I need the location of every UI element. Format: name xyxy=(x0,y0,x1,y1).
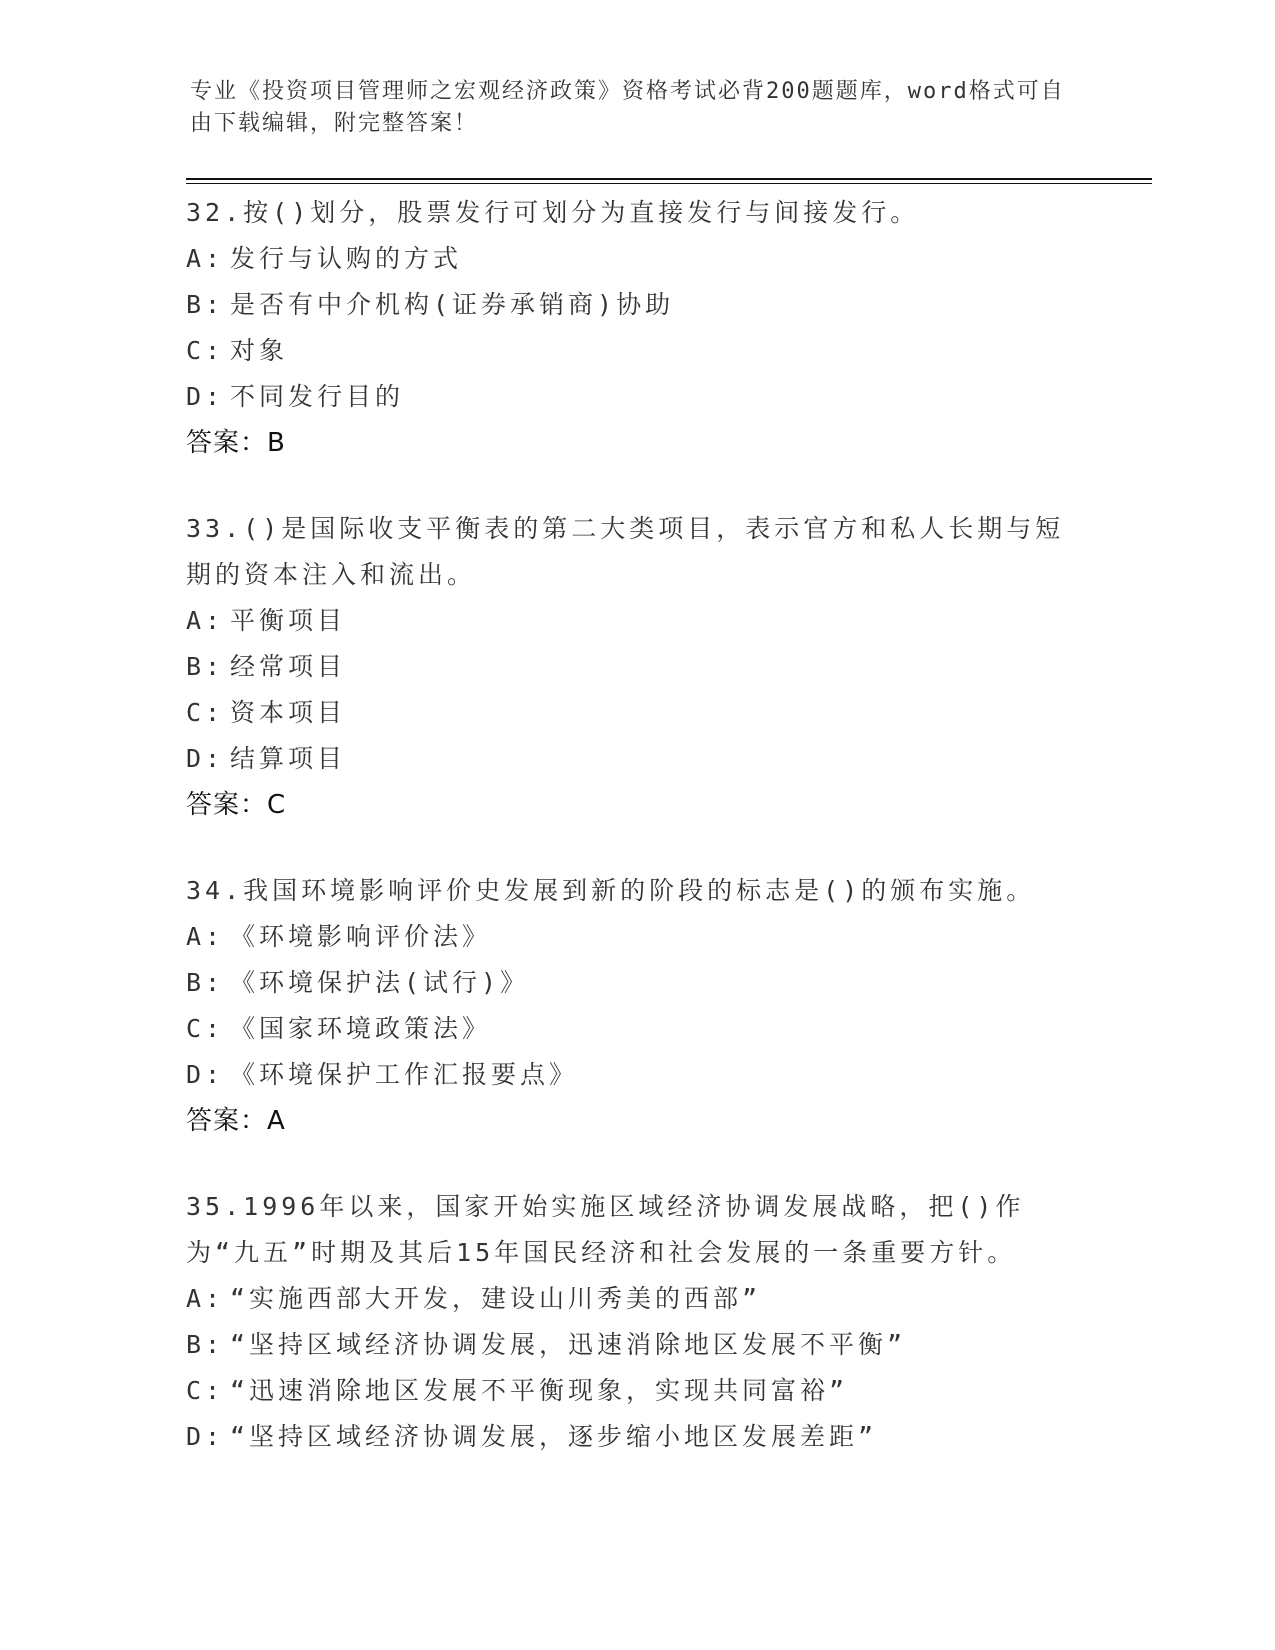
option-b xyxy=(186,644,1086,690)
option-text: 资本项目 xyxy=(230,698,347,727)
option-letter: A: xyxy=(186,922,225,951)
option-d xyxy=(186,736,1086,782)
question-33 xyxy=(186,506,1086,828)
option-text: “实施西部大开发，建设山川秀美的西部” xyxy=(230,1284,762,1313)
option-c xyxy=(186,1368,1086,1414)
answer-line: 答案：A xyxy=(186,1106,286,1136)
option-letter: B: xyxy=(186,652,225,681)
answer-line: 答案：B xyxy=(186,428,286,458)
option-letter: B: xyxy=(186,1330,225,1359)
option-letter: C: xyxy=(186,1014,225,1043)
question-stem: 34.我国环境影响评价史发展到新的阶段的标志是()的颁布实施。 xyxy=(186,876,1036,905)
header-divider-thin xyxy=(186,183,1152,184)
answer-line: 答案：C xyxy=(186,790,287,820)
option-d xyxy=(186,1414,1086,1460)
option-letter: C: xyxy=(186,336,225,365)
option-c xyxy=(186,690,1086,736)
option-text: 不同发行目的 xyxy=(230,382,405,411)
option-a xyxy=(186,1276,1086,1322)
option-a xyxy=(186,598,1086,644)
option-d xyxy=(186,1052,1086,1098)
option-c xyxy=(186,328,1086,374)
question-stem: 32.按()划分，股票发行可划分为直接发行与间接发行。 xyxy=(186,198,920,227)
option-b xyxy=(186,1322,1086,1368)
option-text: “坚持区域经济协调发展，逐步缩小地区发展差距” xyxy=(230,1422,878,1451)
header-divider-thick xyxy=(186,178,1152,180)
option-letter: A: xyxy=(186,244,225,273)
option-text: 平衡项目 xyxy=(230,606,347,635)
option-letter: C: xyxy=(186,698,225,727)
option-text: 经常项目 xyxy=(230,652,347,681)
option-text: “坚持区域经济协调发展，迅速消除地区发展不平衡” xyxy=(230,1330,907,1359)
option-text: 《环境影响评价法》 xyxy=(230,922,492,951)
option-b xyxy=(186,960,1086,1006)
option-text: 是否有中介机构(证券承销商)协助 xyxy=(230,290,675,319)
option-text: 发行与认购的方式 xyxy=(230,244,463,273)
option-letter: D: xyxy=(186,1422,225,1451)
option-text: 《国家环境政策法》 xyxy=(230,1014,492,1043)
question-list xyxy=(186,190,1086,1500)
document-header: 专业《投资项目管理师之宏观经济政策》资格考试必背200题题库，word格式可自由下载编辑，附完整答案！ xyxy=(190,79,1065,136)
option-letter: B: xyxy=(186,968,225,997)
question-34 xyxy=(186,868,1086,1144)
option-a xyxy=(186,236,1086,282)
option-letter: D: xyxy=(186,744,225,773)
question-stem: 35.1996年以来，国家开始实施区域经济协调发展战略，把()作为“九五”时期及其后15年国民经济和社会发展的一条重要方针。 xyxy=(186,1192,1025,1267)
question-35 xyxy=(186,1184,1086,1460)
option-c xyxy=(186,1006,1086,1052)
option-text: 《环境保护法(试行)》 xyxy=(230,968,530,997)
option-d xyxy=(186,374,1086,420)
option-letter: A: xyxy=(186,606,225,635)
option-a xyxy=(186,914,1086,960)
question-stem: 33.()是国际收支平衡表的第二大类项目，表示官方和私人长期与短期的资本注入和流出。 xyxy=(186,514,1065,589)
option-letter: A: xyxy=(186,1284,225,1313)
option-b xyxy=(186,282,1086,328)
option-letter: C: xyxy=(186,1376,225,1405)
option-text: “迅速消除地区发展不平衡现象，实现共同富裕” xyxy=(230,1376,849,1405)
option-letter: D: xyxy=(186,382,225,411)
option-text: 结算项目 xyxy=(230,744,347,773)
option-letter: B: xyxy=(186,290,225,319)
option-text: 对象 xyxy=(230,336,289,365)
option-text: 《环境保护工作汇报要点》 xyxy=(230,1060,579,1089)
option-letter: D: xyxy=(186,1060,225,1089)
question-32 xyxy=(186,190,1086,466)
